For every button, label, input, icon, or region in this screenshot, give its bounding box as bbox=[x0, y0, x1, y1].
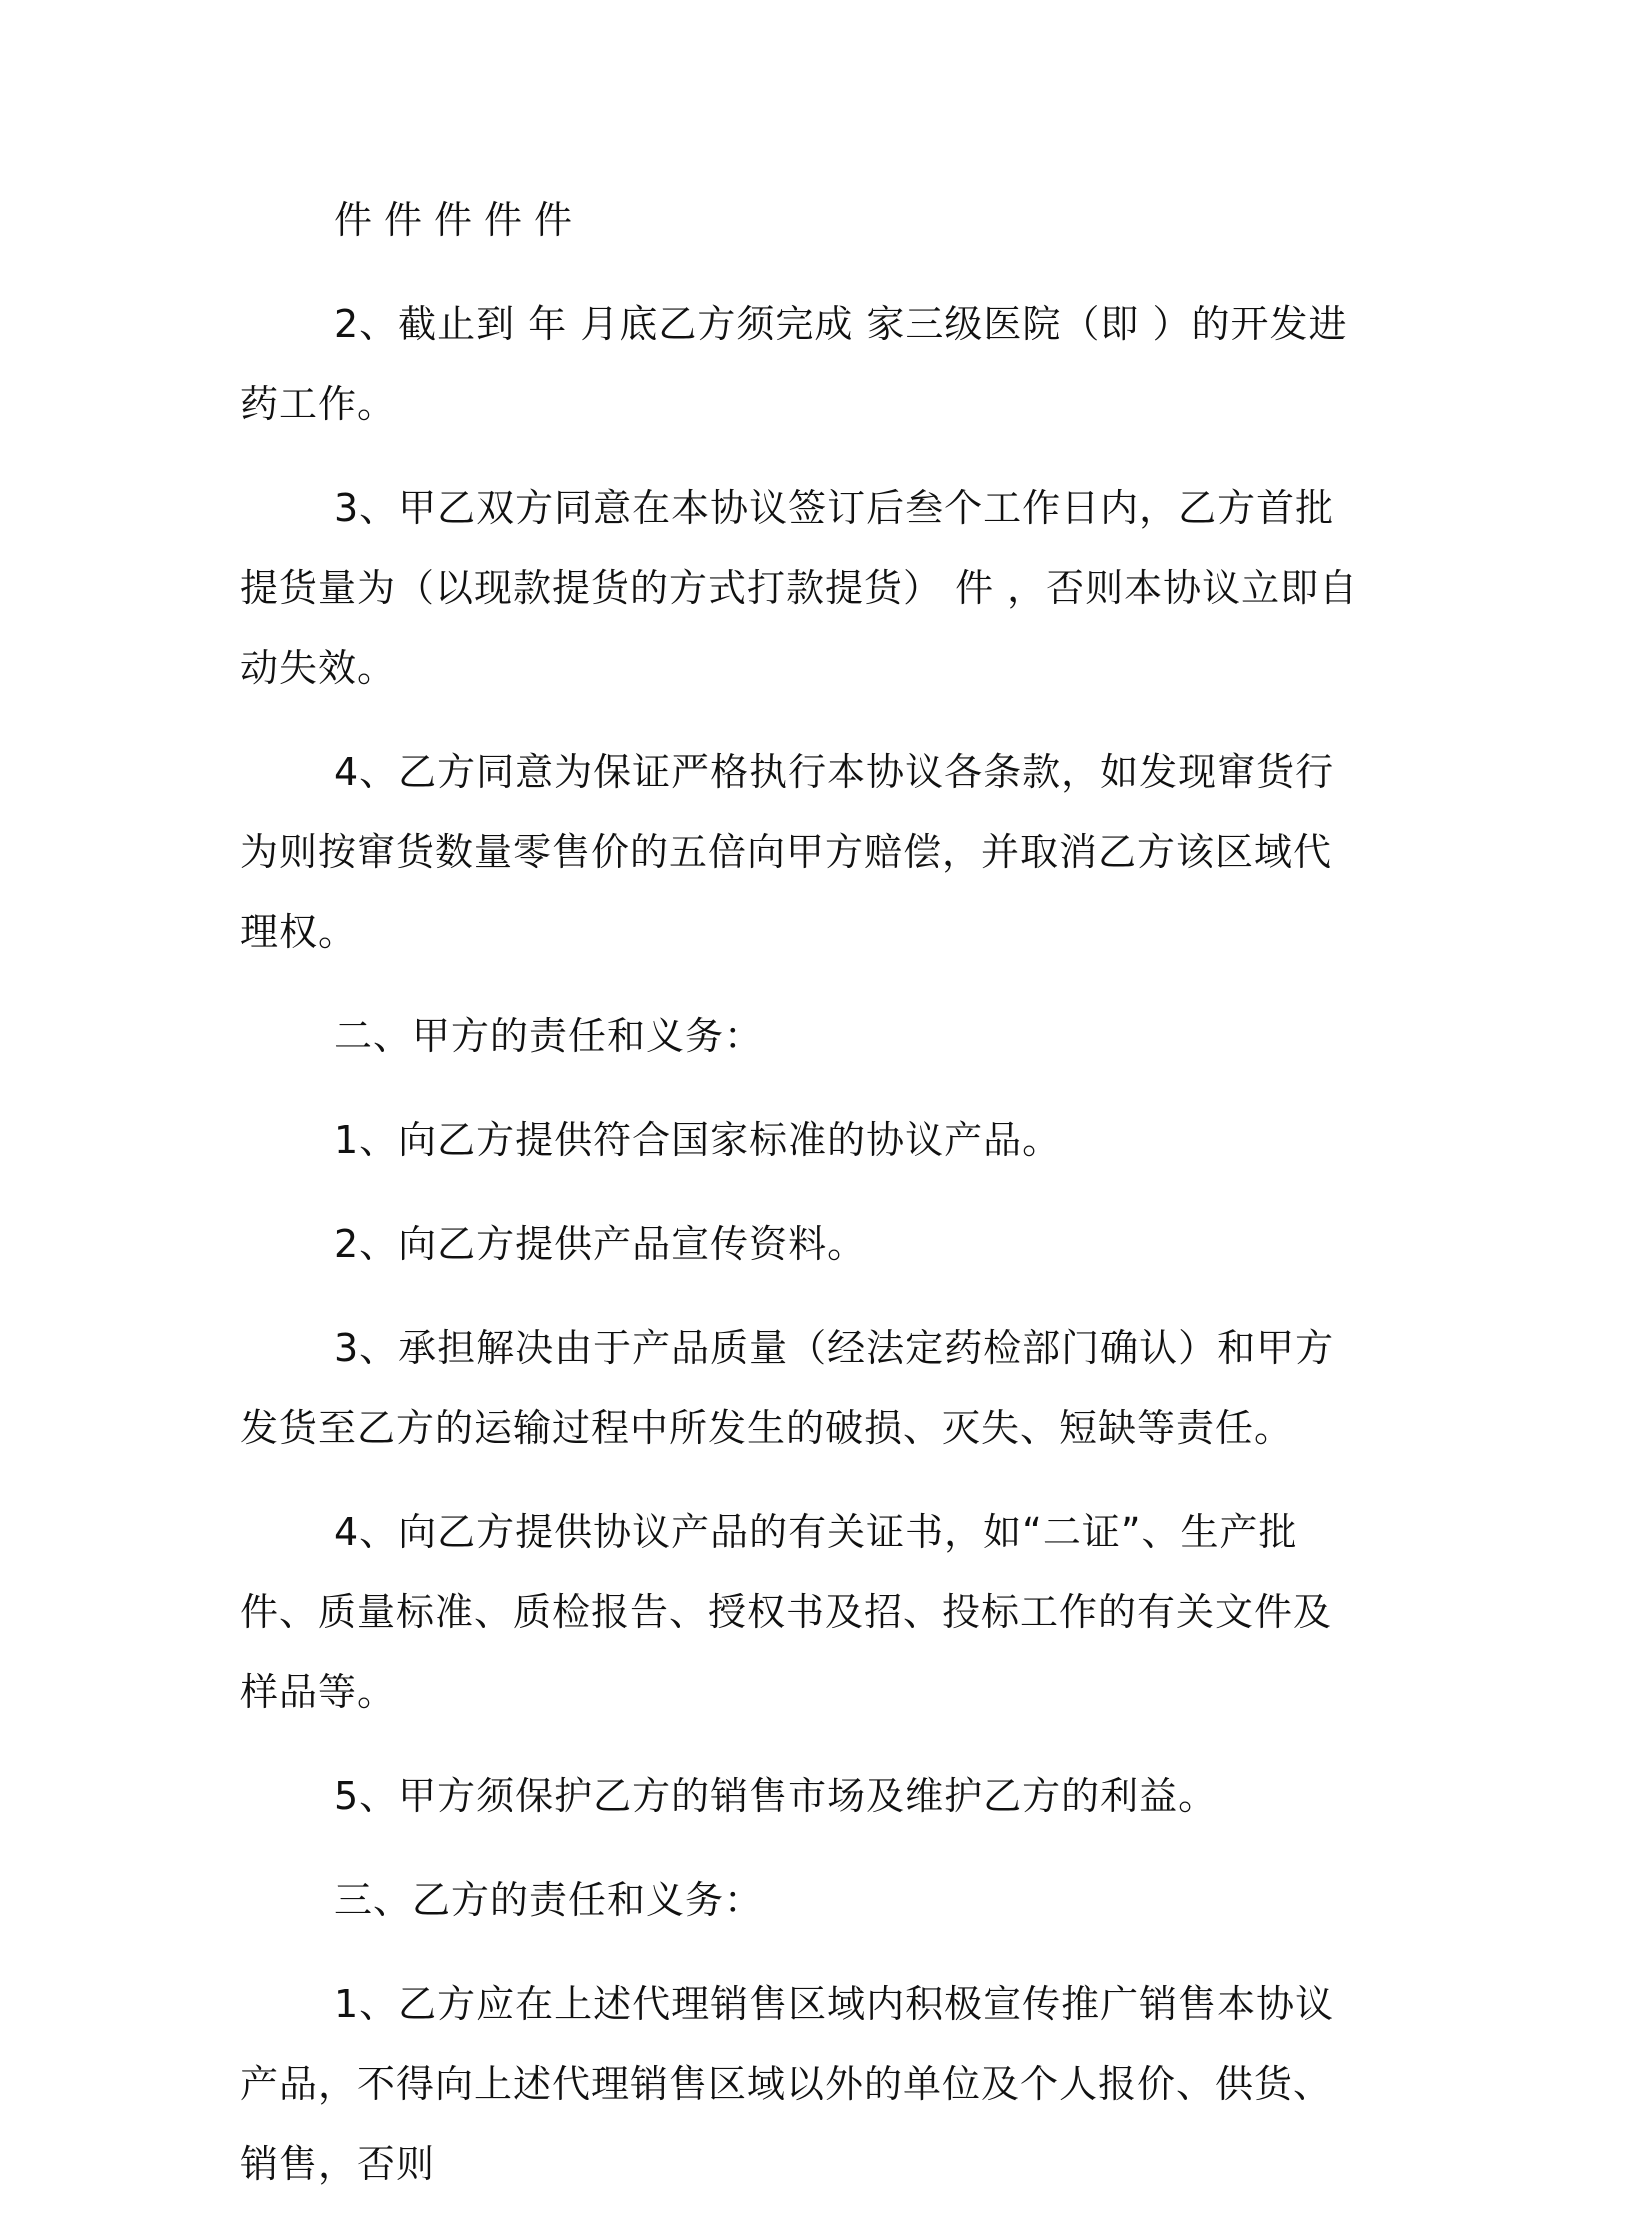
paragraph-party-b-duty-1: 1、乙方应在上述代理销售区域内积极宣传推广销售本协议产品，不得向上述代理销售区域以外的单位及个人报价、供货、销售，否则 bbox=[240, 1982, 1335, 2186]
paragraph-party-a-duty-4: 4、向乙方提供协议产品的有关证书，如“二证”、生产批件、质量标准、质检报告、授权书及招、投标工作的有关文件及样品等。 bbox=[240, 1510, 1333, 1714]
paragraph-party-a-duty-1: 1、向乙方提供符合国家标准的协议产品。 bbox=[334, 1118, 1062, 1162]
paragraph-clause-3-first-order: 3、甲乙双方同意在本协议签订后叁个工作日内，乙方首批提货量为（以现款提货的方式打款提货） 件 ，否则本协议立即自动失效。 bbox=[240, 486, 1359, 690]
section-heading-party-b-duties: 三、乙方的责任和义务： bbox=[334, 1878, 764, 1922]
paragraph-clause-2-hospital-development: 2、截止到 年 月底乙方须完成 家三级医院（即 ）的开发进药工作。 bbox=[240, 302, 1348, 426]
section-heading-party-a-duties: 二、甲方的责任和义务： bbox=[334, 1014, 764, 1058]
document-body bbox=[240, 180, 1360, 2228]
paragraph-party-a-duty-5: 5、甲方须保护乙方的销售市场及维护乙方的利益。 bbox=[334, 1774, 1218, 1818]
paragraph-party-a-duty-3: 3、承担解决由于产品质量（经法定药检部门确认）和甲方发货至乙方的运输过程中所发生的破损、灭失、短缺等责任。 bbox=[240, 1326, 1335, 1450]
paragraph-clause-4-cross-selling-penalty: 4、乙方同意为保证严格执行本协议各条款，如发现窜货行为则按窜货数量零售价的五倍向甲方赔偿，并取消乙方该区域代理权。 bbox=[240, 750, 1335, 954]
paragraph-units-row: 件件件件件 bbox=[334, 198, 585, 242]
paragraph-party-a-duty-2: 2、向乙方提供产品宣传资料。 bbox=[334, 1222, 867, 1266]
